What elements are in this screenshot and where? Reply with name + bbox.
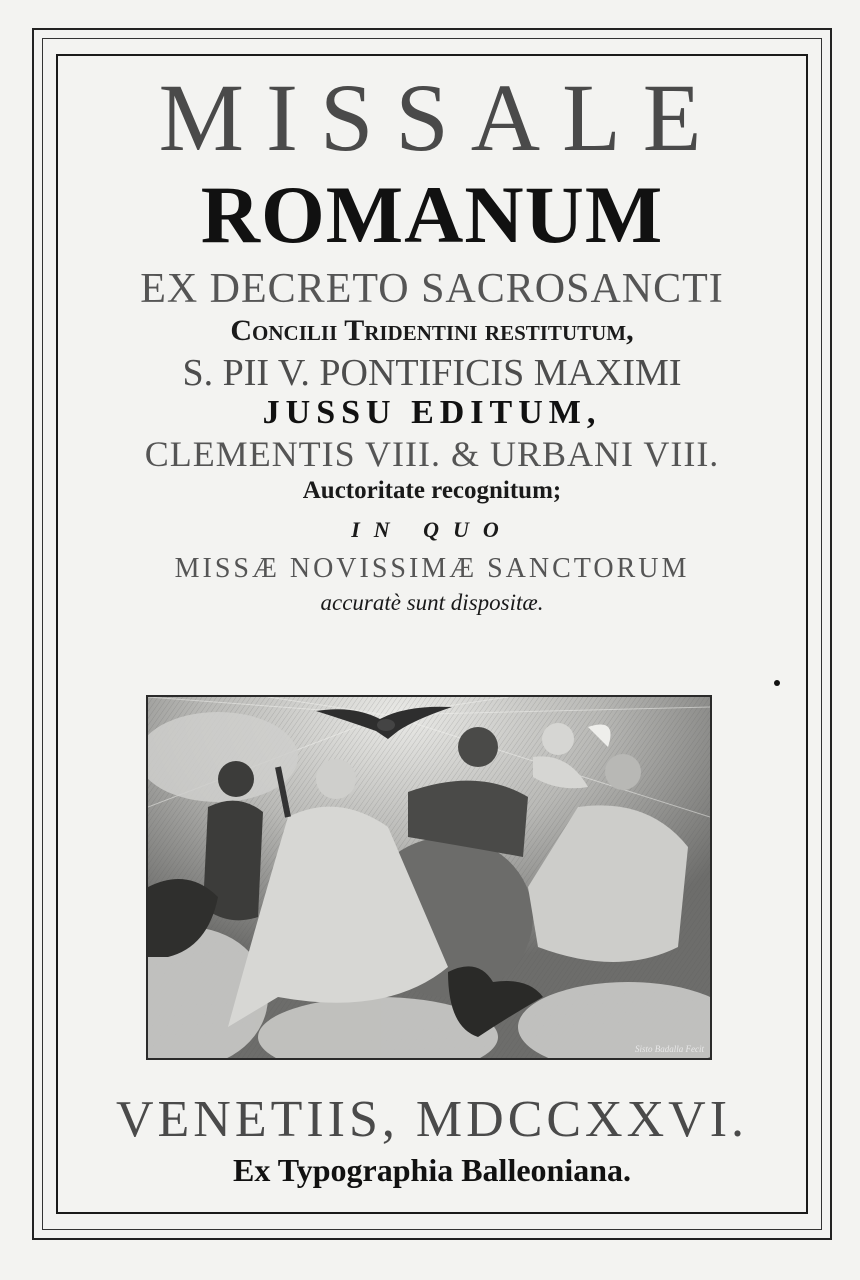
engraving-illustration (148, 697, 710, 1058)
engraver-signature: Sisto Badalla Fecit (635, 1044, 704, 1054)
subtitle-decreto: EX DECRETO SACROSANCTI (140, 266, 724, 312)
ink-dot (774, 680, 780, 686)
subtitle-missae: MISSÆ NOVISSIMÆ SANCTORUM (174, 553, 690, 584)
subtitle-in-quo: IN QUO (351, 517, 513, 542)
subtitle-concilii: Concilii Tridentini restitutum, (230, 314, 634, 347)
engraving-image (146, 695, 712, 1060)
title-block (60, 60, 804, 614)
subtitle-jussu: JUSSU EDITUM, (262, 394, 602, 431)
subtitle-auctoritate: Auctoritate recognitum; (302, 477, 562, 504)
subtitle-pii: S. PII V. PONTIFICIS MAXIMI (182, 352, 682, 394)
title-romanum: ROMANUM (200, 169, 664, 260)
subtitle-accurate: accuratè sunt dispositæ. (320, 590, 544, 615)
title-missale: MISSALE (158, 64, 724, 171)
imprint-place-date: VENETIIS, MDCCXXVI. (115, 1091, 749, 1148)
imprint-block (60, 1091, 804, 1188)
subtitle-clementis: CLEMENTIS VIII. & URBANI VIII. (144, 434, 720, 474)
imprint-printer: Ex Typographia Balleoniana. (232, 1152, 632, 1188)
